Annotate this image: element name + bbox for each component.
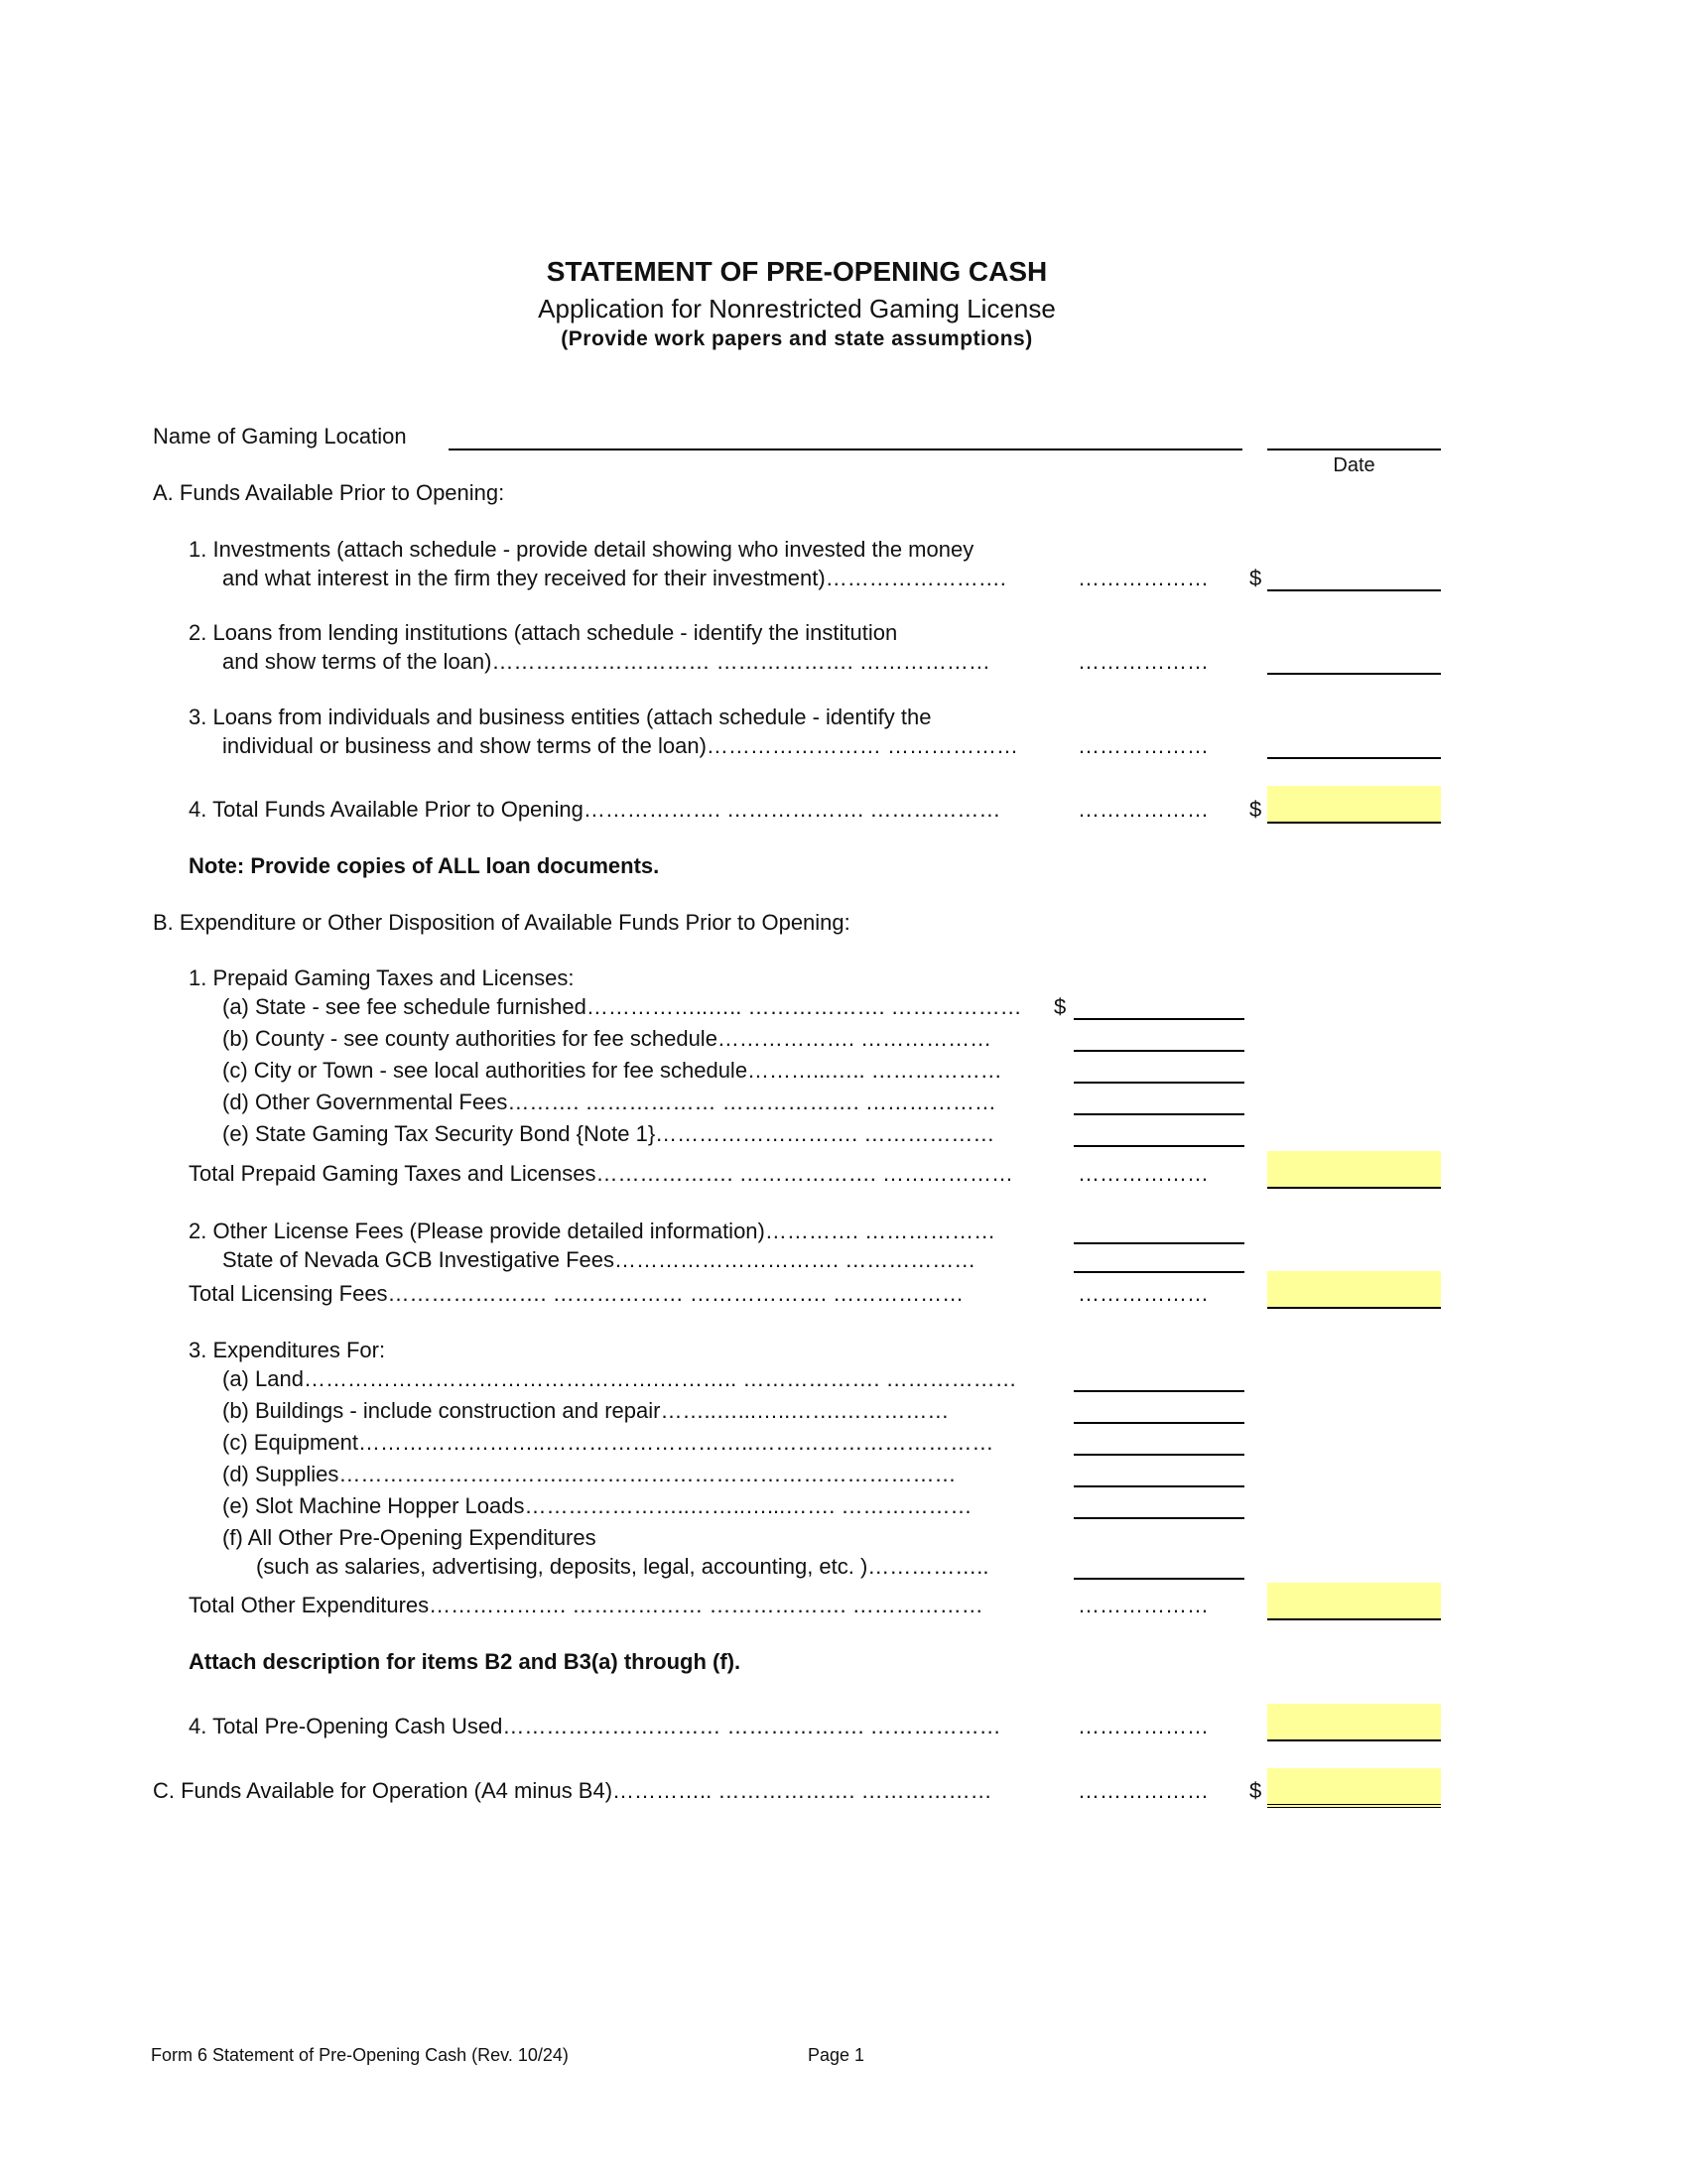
b4-total-cash-used-field[interactable] — [1267, 1704, 1441, 1741]
date-label: Date — [1333, 454, 1375, 476]
a2-line2: and show terms of the loan)………………………… ………………. ……………… — [222, 649, 990, 674]
a1-dots: ……………… — [1078, 566, 1209, 590]
footer-form-name: Form 6 Statement of Pre-Opening Cash (Rev. 10/24) — [151, 2045, 569, 2065]
b2-investigative-fees-field[interactable] — [1074, 1249, 1244, 1273]
b1c-city-field[interactable] — [1074, 1060, 1244, 1084]
b2-line2: State of Nevada GCB Investigative Fees…………………………. ……………… — [222, 1247, 976, 1272]
form-subtitle: Application for Nonrestricted Gaming License — [538, 294, 1056, 323]
b4-dots: ……………… — [1078, 1714, 1209, 1738]
c-currency: $ — [1249, 1778, 1262, 1803]
b1-total-dots: ……………… — [1078, 1161, 1209, 1186]
b3-item-b: (b) Buildings - include construction and repair……..…...…..…….…………… — [222, 1398, 950, 1423]
b1-item-b: (b) County - see county authorities for fee schedule………………. ……………… — [222, 1026, 992, 1051]
a3-line2: individual or business and show terms of the loan)…………………… ……………… — [222, 733, 1019, 758]
b1-item-d: (d) Other Governmental Fees………. ……………… ………………. ……………… — [222, 1090, 996, 1114]
b3-total-dots: ……………… — [1078, 1593, 1209, 1617]
a1-line2: and what interest in the firm they received for their investment)……………………. — [222, 566, 1006, 590]
b3-item-d: (d) Supplies………………………….……………………………………………… — [222, 1462, 957, 1486]
b1a-state-field[interactable] — [1074, 996, 1244, 1020]
b2-total: Total Licensing Fees…………………. ……………… ………………. ……………… — [189, 1281, 965, 1306]
b3-item-c: (c) Equipment……………………..………………………..…………………………… — [222, 1430, 994, 1455]
section-a-heading: A. Funds Available Prior to Opening: — [153, 480, 505, 505]
a4-currency: $ — [1249, 797, 1262, 822]
b1-item-e: (e) State Gaming Tax Security Bond {Note 1}………………………. ……………… — [222, 1121, 995, 1146]
section-c-line: C. Funds Available for Operation (A4 minus B4)………….. ………………. ……………… — [153, 1778, 992, 1803]
gaming-location-field[interactable] — [449, 427, 1242, 450]
a4-line: 4. Total Funds Available Prior to Opening………………. ………………. ……………… — [189, 797, 1001, 822]
b2-total-dots: ……………… — [1078, 1281, 1209, 1306]
b1-item-c: (c) City or Town - see local authorities for fee schedule………...….. ……………… — [222, 1058, 1002, 1083]
c-dots: ……………… — [1078, 1778, 1209, 1803]
b1e-bond-field[interactable] — [1074, 1123, 1244, 1147]
b3-total: Total Other Expenditures………………. ……………… ………………. ……………… — [189, 1593, 983, 1617]
date-field[interactable] — [1267, 427, 1441, 450]
b2-line1: 2. Other License Fees (Please provide detailed information)…………. ……………… — [189, 1219, 996, 1243]
b1-heading: 1. Prepaid Gaming Taxes and Licenses: — [189, 965, 575, 990]
b2-total-field[interactable] — [1267, 1271, 1441, 1309]
b3-item-f: (f) All Other Pre-Opening Expenditures — [222, 1525, 596, 1550]
b3e-hopper-loads-field[interactable] — [1074, 1495, 1244, 1519]
footer-page-number: Page 1 — [808, 2045, 865, 2065]
b3b-buildings-field[interactable] — [1074, 1400, 1244, 1424]
a2-loans-institutions-field[interactable] — [1267, 651, 1441, 675]
b2-other-license-field[interactable] — [1074, 1220, 1244, 1244]
a3-line1: 3. Loans from individuals and business entities (attach schedule - identify the — [189, 705, 932, 729]
a2-dots: ……………… — [1078, 649, 1209, 674]
form-instruction: (Provide work papers and state assumptions) — [561, 327, 1033, 350]
b3-total-field[interactable] — [1267, 1583, 1441, 1620]
b3d-supplies-field[interactable] — [1074, 1464, 1244, 1487]
a-note: Note: Provide copies of ALL loan documents. — [189, 853, 660, 878]
a1-currency: $ — [1249, 566, 1262, 590]
b-attach-note: Attach description for items B2 and B3(a) through (f). — [189, 1649, 741, 1674]
location-label: Name of Gaming Location — [153, 424, 407, 449]
a4-dots: ……………… — [1078, 797, 1209, 822]
b1-item-a: (a) State - see fee schedule furnished……………..….. ………………. ……………… — [222, 994, 1022, 1019]
a4-total-funds-field[interactable] — [1267, 786, 1441, 824]
b3-item-f-line2: (such as salaries, advertising, deposits, legal, accounting, etc. )…………….. — [256, 1554, 989, 1579]
b3-item-a: (a) Land………………………………………….……….. ………………. ……………… — [222, 1366, 1017, 1391]
b3f-other-expenditures-field[interactable] — [1074, 1556, 1244, 1580]
a1-investments-field[interactable] — [1267, 568, 1441, 591]
section-b-heading: B. Expenditure or Other Disposition of Available Funds Prior to Opening: — [153, 910, 850, 935]
b1-total-field[interactable] — [1267, 1151, 1441, 1189]
b3c-equipment-field[interactable] — [1074, 1432, 1244, 1456]
c-funds-available-field[interactable] — [1267, 1768, 1441, 1808]
form-title: STATEMENT OF PRE-OPENING CASH — [546, 256, 1048, 287]
b1-a-currency: $ — [1054, 994, 1067, 1019]
b4-line: 4. Total Pre-Opening Cash Used………………………… ………………. ……………… — [189, 1714, 1001, 1738]
b3-heading: 3. Expenditures For: — [189, 1338, 386, 1362]
a1-line1: 1. Investments (attach schedule - provide detail showing who invested the money — [189, 537, 974, 562]
b1d-other-gov-field[interactable] — [1074, 1092, 1244, 1115]
a3-loans-individuals-field[interactable] — [1267, 735, 1441, 759]
b1b-county-field[interactable] — [1074, 1028, 1244, 1052]
a2-line1: 2. Loans from lending institutions (attach schedule - identify the institution — [189, 620, 898, 645]
b3-item-e: (e) Slot Machine Hopper Loads…………………..……..…...……. ……………… — [222, 1493, 973, 1518]
b3a-land-field[interactable] — [1074, 1368, 1244, 1392]
b1-total: Total Prepaid Gaming Taxes and Licenses………………. ………………. ……………… — [189, 1161, 1013, 1186]
a3-dots: ……………… — [1078, 733, 1209, 758]
